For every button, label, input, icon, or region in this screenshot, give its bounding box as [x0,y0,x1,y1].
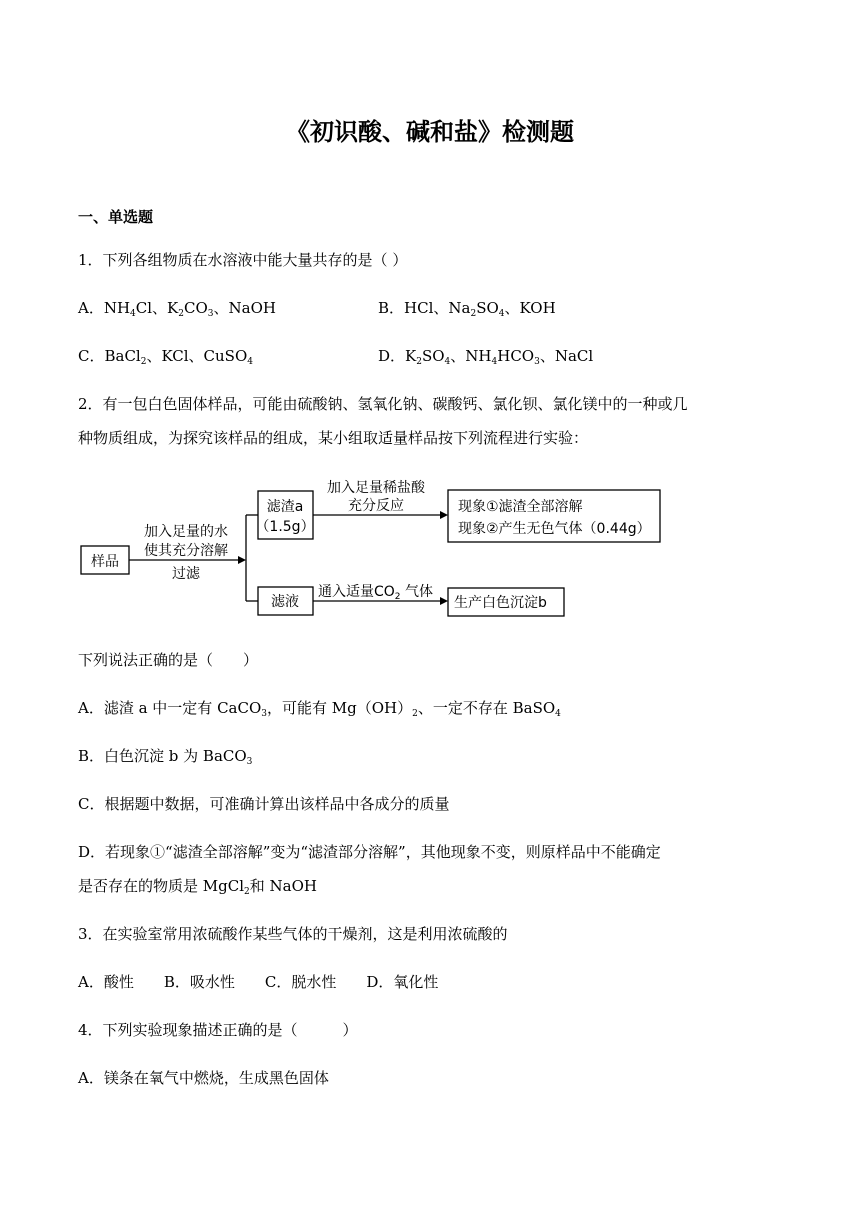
acid-label-line2: 充分反应 [348,498,404,514]
question-4-stem: 4．下列实验现象描述正确的是（ ） [78,1021,358,1039]
question-2-option-d-line2: 是否存在的物质是 MgCl$_2$和 NaOH [78,877,317,897]
filtrate-label: 滤液 [271,594,299,610]
question-4-option-a: A．镁条在氧气中燃烧，生成黑色固体 [78,1069,329,1087]
question-2-ask: 下列说法正确的是（ ） [78,651,259,669]
question-1-option-c: C．BaCl$_2$、KCl、CuSO$_4$ [78,347,253,367]
question-1-option-a: A．$NH_4Cl$、$K_2CO_3$、NaOH [78,299,276,319]
acid-label-line1: 加入足量稀盐酸 [327,480,425,496]
question-2-option-d-line1: D．若现象①“滤渣全部溶解”变为“滤渣部分溶解”，其他现象不变，则原样品中不能确定 [78,843,661,861]
sample-label: 样品 [91,554,119,570]
step1-label-line3: 过滤 [172,566,200,582]
question-3-options: A．酸性 B．吸水性 C．脱水性 D．氧化性 [78,973,439,991]
question-2-option-a: A．滤渣 a 中一定有 CaCO$_3$，可能有 $Mg(OH)_2$、一定不存在 BaSO$_4$ [78,699,561,719]
question-3-stem: 3．在实验室常用浓硫酸作某些气体的干燥剂，这是利用浓硫酸的 [78,925,508,943]
result1-label-line1: 现象①滤渣全部溶解 [458,499,583,515]
co2-label: 通入适量$CO_2$ 气体 [318,584,433,602]
step1-label-line1: 加入足量的水 [144,524,228,540]
page-title: 《初识酸、碱和盐》检测题 [286,118,574,146]
question-1-option-b: B．HCl、$Na_2SO_4$、KOH [378,299,556,319]
section-heading: 一、单选题 [78,208,154,226]
experiment-flowchart [78,470,678,630]
question-1-option-d: D．$K_2SO_4$、$NH_4HCO_3$、NaCl [378,347,594,367]
question-2-option-b: B．白色沉淀 b 为 BaCO$_3$ [78,747,253,767]
question-2-stem-line1: 2．有一包白色固体样品，可能由硫酸钠、氢氧化钠、碳酸钙、氯化钡、氯化镁中的一种或几 [78,395,688,413]
question-1-stem: 1．下列各组物质在水溶液中能大量共存的是（ ） [78,251,408,269]
result2-label: 生产白色沉淀b [454,595,547,611]
residue-label-line2: （1.5g） [255,519,315,535]
question-2-option-c: C．根据题中数据，可准确计算出该样品中各成分的质量 [78,795,450,813]
question-2-stem-line2: 种物质组成，为探究该样品的组成，某小组取适量样品按下列流程进行实验： [78,429,589,447]
step1-label-line2: 使其充分溶解 [144,543,228,559]
residue-label-line1: 滤渣a [266,499,304,515]
result1-label-line2: 现象②产生无色气体（0.44g） [458,521,651,537]
